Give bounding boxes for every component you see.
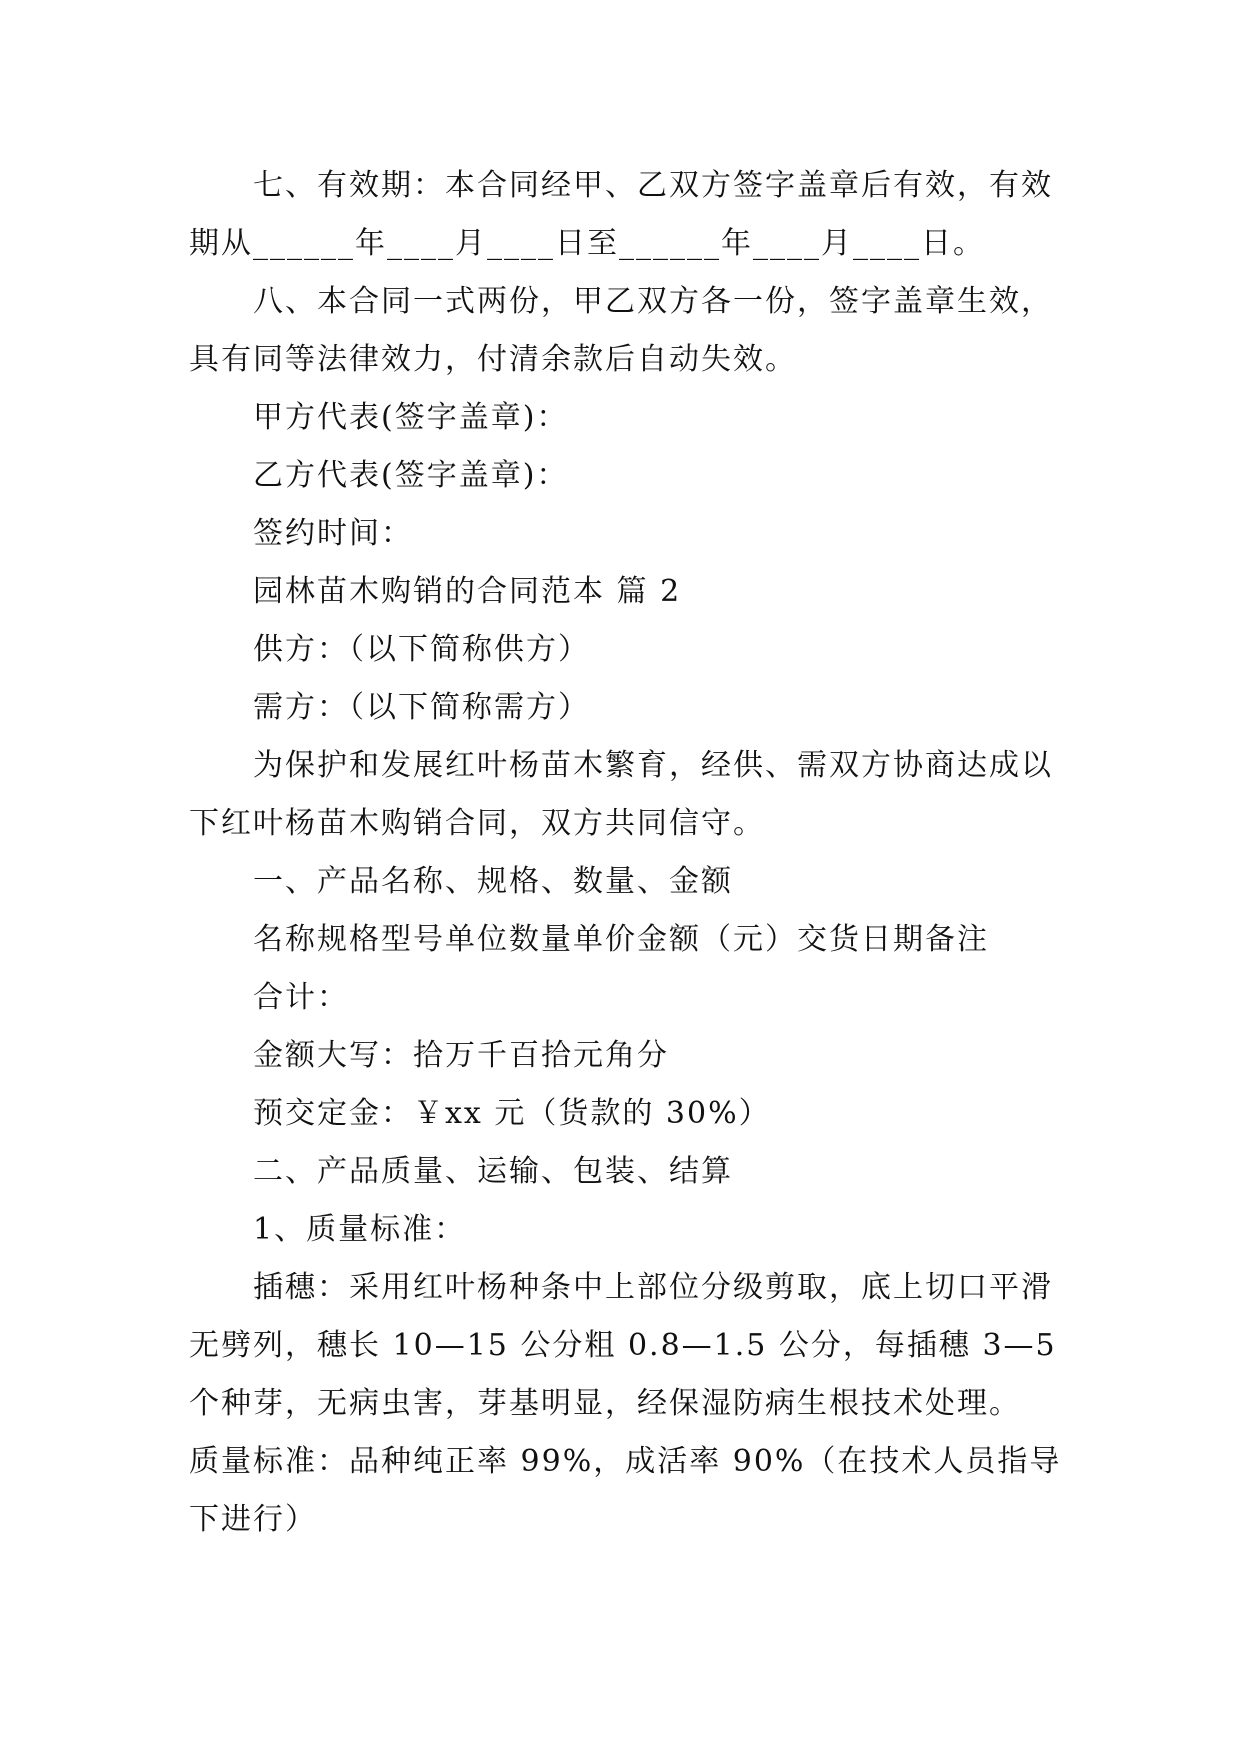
preamble: 为保护和发展红叶杨苗木繁育，经供、需双方协商达成以下红叶杨苗木购销合同，双方共同信守。 xyxy=(189,748,1053,841)
quality-standard: 质量标准：品种纯正率 99%，成活率 90%（在技术人员指导下进行） xyxy=(189,1444,1062,1537)
party-b-signature: 乙方代表(签字盖章)： xyxy=(253,458,569,493)
signing-date: 签约时间： xyxy=(253,516,413,551)
cutting-spec: 插穗：采用红叶杨种条中上部位分级剪取，底上切口平滑无劈列，穗长 10—15 公分粗 0.8—1.5 公分，每插穗 3—5 个种芽，无病虫害，芽基明显，经保湿防病生根技术处理。 xyxy=(189,1270,1057,1421)
section-title: 园林苗木购销的合同范本 篇 2 xyxy=(253,574,682,609)
clause-validity: 七、有效期：本合同经甲、乙双方签字盖章后有效，有效期从______年____月____日至______年____月____日。 xyxy=(189,168,1053,261)
quality-standard-heading: 1、质量标准： xyxy=(253,1212,467,1247)
amount-words: 金额大写：拾万千百拾元角分 xyxy=(253,1038,669,1073)
deposit-line: 预交定金：￥xx 元（货款的 30%） xyxy=(253,1096,771,1131)
buyer-line: 需方：（以下简称需方） xyxy=(253,690,590,725)
party-a-signature: 甲方代表(签字盖章)： xyxy=(253,400,569,435)
document-body xyxy=(189,157,1069,1549)
heading-quality: 二、产品质量、运输、包装、结算 xyxy=(253,1154,733,1189)
supplier-line: 供方：（以下简称供方） xyxy=(253,632,590,667)
table-header-line: 名称规格型号单位数量单价金额（元）交货日期备注 xyxy=(253,922,989,957)
heading-product: 一、产品名称、规格、数量、金额 xyxy=(253,864,733,899)
clause-copies: 八、本合同一式两份，甲乙双方各一份，签字盖章生效，具有同等法律效力，付清余款后自动失效。 xyxy=(189,284,1053,377)
total-line: 合计： xyxy=(253,980,349,1015)
